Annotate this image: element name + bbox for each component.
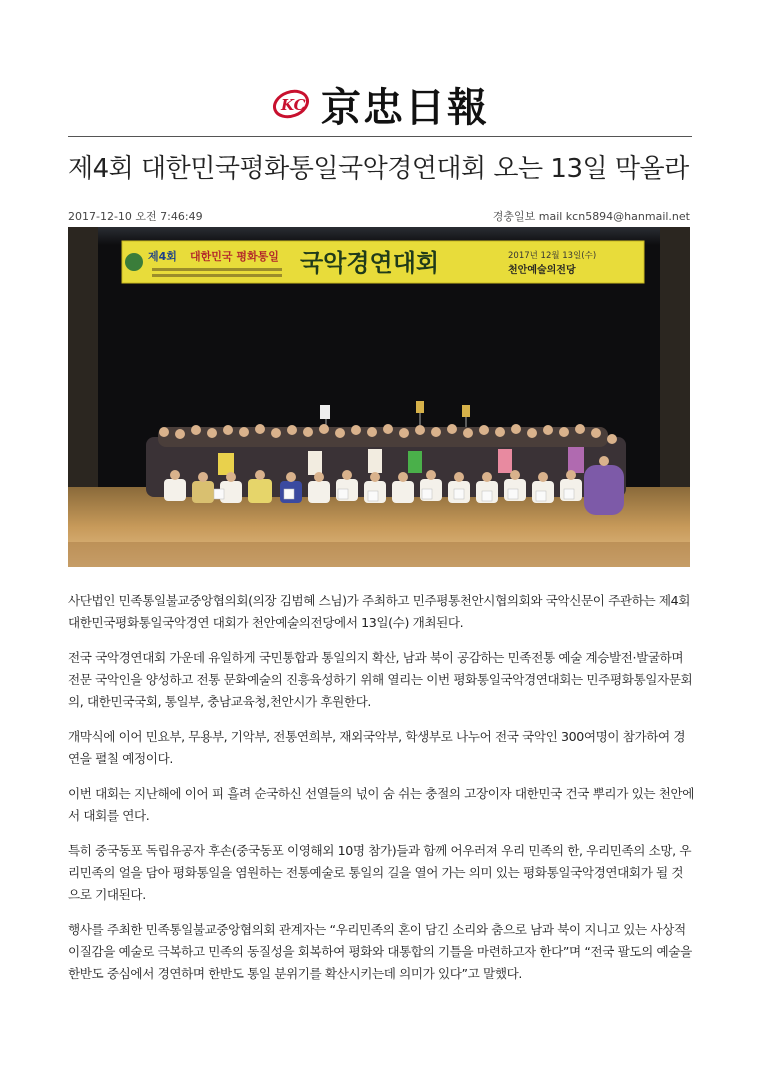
svg-text:2017년 12월 13일(수): 2017년 12월 13일(수) (508, 251, 597, 261)
article-date: 2017-12-10 오전 7:46:49 (68, 210, 203, 223)
article-meta (68, 208, 690, 224)
article-byline: 경충일보 mail kcn5894@hanmail.net (492, 210, 690, 223)
newspaper-name: 京忠日報 (321, 83, 489, 131)
event-banner (122, 241, 644, 283)
article-paragraph: 개막식에 이어 민요부, 무용부, 기악부, 전통연희부, 재외국악부, 학생부로 나누어 전국 국악인 300여명이 참가하여 경연을 펼칠 예정이다. (68, 729, 686, 766)
article-paragraph: 특히 중국동포 독립유공자 후손(중국동포 이영해외 10명 참가)들과 함께 어우러져 우리 민족의 한, 우리민족의 소망, 우리민족의 얼을 담아 평화통일을 염원하는 전통예술로 통일의 길을 열어 가는 의미 있는 평화통일국악경연대회가 될 것으로 기대된다. (68, 843, 692, 902)
svg-text:KC: KC (281, 96, 306, 114)
svg-text:천안예술의전당: 천안예술의전당 (508, 265, 576, 276)
masthead (0, 74, 760, 134)
article-paragraph: 행사를 주최한 민족통일불교중앙협의회 관계자는 “우리민족의 혼이 담긴 소리와 춤으로 남과 북이 지니고 있는 사상적 이질감을 예술로 극복하고 민족의 동질성을 회복하여 평화와 대통합의 기틀을 마련하고자 한다”며 “전국 팔도의 예술을 한반도 중심에서 경연하며 한반도 통일 분위기를 확산시키는데 의미가 있다”고 말했다. (68, 922, 692, 981)
svg-text:대한민국 평화통일: 대한민국 평화통일 (190, 250, 279, 263)
article-paragraph: 이번 대회는 지난해에 이어 피 흘려 순국하신 선열들의 넋이 숨 쉬는 충절의 고장이자 대한민국 건국 뿌리가 있는 천안에서 대회를 연다. (68, 786, 695, 823)
svg-text:국악경연대회: 국악경연대회 (300, 249, 440, 277)
kc-logo-icon (271, 89, 315, 119)
svg-text:제4회: 제4회 (148, 250, 177, 263)
article-photo (68, 227, 690, 567)
article-headline: 제4회 대한민국평화통일국악경연대회 오는 13일 막올라 (68, 154, 689, 184)
article-paragraph: 전국 국악경연대회 가운데 유일하게 국민통합과 통일의지 확산, 남과 북이 공감하는 민족전통 예술 계승발전·발굴하며 전문 국악인을 양성하고 전통 문화예술의 진흥육성하기 위해 열리는 이번 평화통일국악경연대회는 민주평화통일자문회의, 대한민국국회, 통일부, 충남교육청,천안시가 후원한다. (68, 650, 693, 709)
header-divider (68, 136, 692, 137)
article-paragraph: 사단법인 민족통일불교중앙협의회(의장 김범혜 스님)가 주최하고 민주평통천안시협의회와 국악신문이 주관하는 제4회 대한민국평화통일국악경연 대회가 천안예술의전당에서 13일(수) 개최된다. (68, 593, 690, 630)
article-body (68, 590, 694, 998)
